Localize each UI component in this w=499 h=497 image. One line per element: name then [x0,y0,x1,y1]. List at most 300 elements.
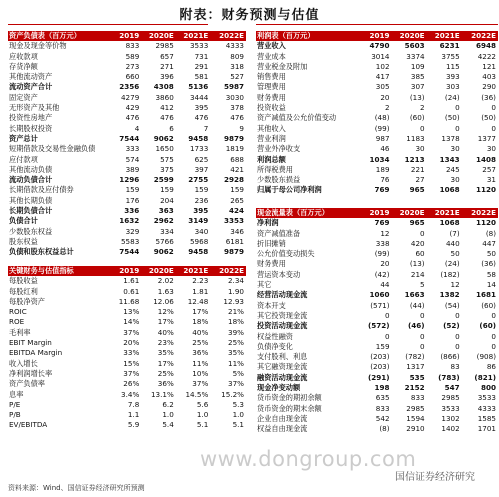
row-label: 营业收入 [257,41,286,51]
table-row [8,124,246,134]
year-header-cell: 2022E [210,266,246,276]
value-cell: 0 [455,331,460,341]
value-cell: (7) [449,228,460,238]
value-cell: 50 [450,249,460,259]
value-cell: (60) [409,113,425,123]
table-row [256,290,498,300]
table-row [256,72,498,82]
value-cell: 76 [380,175,390,185]
row-label: 资产减值及公允价值变动 [257,113,337,123]
value-cell: 303 [445,82,460,92]
table-row [8,410,246,420]
row-label: 每股红利 [9,286,38,296]
value-cell: (572) [367,321,390,331]
balance-sheet-top-rule [8,24,208,25]
value-cell: 109 [410,61,425,71]
row-label: 其它 [257,280,272,290]
row-label: 融资活动现金流 [257,372,308,382]
value-cell: 769 [374,185,390,195]
value-cell: 987 [375,133,390,143]
value-cell: 39% [228,327,244,337]
row-label: 净利润增长率 [9,368,53,378]
value-cell: 378 [230,103,244,113]
value-cell: 2599 [153,175,174,185]
balance-sheet-table [8,31,246,258]
row-label: 投资收益 [257,103,286,113]
value-cell: (908) [476,352,496,362]
value-cell: 30 [486,144,496,154]
value-cell: 25% [192,338,209,348]
row-label: 其他流动资产 [9,72,53,82]
row-label: 所得税费用 [257,164,293,174]
value-cell: 15% [123,358,140,368]
year-header-cell: 2020E [141,31,176,41]
row-label: EBITDA Margin [9,348,63,358]
value-cell: (291) [367,372,390,382]
value-cell: 35% [157,348,174,358]
value-cell: 1.90 [227,286,244,296]
table-row [256,229,498,239]
value-cell: 363 [158,206,174,216]
row-label: 货币资金的期末余额 [257,403,322,413]
value-cell: 9 [239,123,244,133]
value-cell: 5.6 [196,399,209,409]
value-cell: 36% [157,379,174,389]
cash-flow-panel [256,208,498,435]
row-label: 毛利率 [9,327,31,337]
row-label: 营业外净收支 [257,144,301,154]
table-row [256,362,498,372]
table-row [8,93,246,103]
value-cell: 27 [415,175,425,185]
table-row [8,328,246,338]
value-cell: 809 [230,51,244,61]
value-cell: 4333 [477,403,496,413]
value-cell: 1.0 [196,410,209,420]
value-cell: 40% [157,327,174,337]
value-cell: 420 [410,238,425,248]
value-cell: 2962 [153,216,174,226]
value-cell: 1632 [119,216,140,226]
value-cell: 625 [194,154,209,164]
value-cell: 3.4% [121,389,140,399]
value-cell: 375 [160,164,174,174]
year-header-cell: 2022E [462,208,498,218]
value-cell: 86 [486,362,496,372]
row-label: 其它融资现金流 [257,362,308,372]
value-cell: 159 [194,185,209,195]
value-cell: 15.2% [221,389,244,399]
value-cell: 769 [374,218,390,228]
value-cell: 60 [415,249,425,259]
value-cell: 3030 [225,92,244,102]
value-cell: 395 [193,206,209,216]
table-row [8,196,246,206]
value-cell: 0 [420,331,425,341]
value-cell: 635 [375,393,390,403]
value-cell: 2985 [155,41,174,51]
value-cell: 0 [455,123,460,133]
value-cell: 440 [445,238,460,248]
value-cell: 11% [228,358,244,368]
table-row [8,52,246,62]
value-cell: 1.0 [162,410,174,420]
value-cell: 1681 [475,290,496,300]
value-cell: 421 [230,164,244,174]
value-cell: 7.8 [127,399,140,409]
value-cell: 2.02 [157,276,174,286]
value-cell: 333 [125,144,140,154]
value-cell: 5968 [189,236,209,246]
value-cell: 0 [491,341,496,351]
value-cell: 1701 [477,424,496,434]
table-row [256,321,498,331]
value-cell: 7544 [119,247,140,257]
value-cell: 1034 [369,154,390,164]
value-cell: 12 [380,228,390,238]
value-cell: 0 [455,310,460,320]
value-cell: 0 [420,310,425,320]
value-cell: 1317 [406,362,425,372]
table-row [256,239,498,249]
value-cell: (821) [474,372,496,382]
value-cell: 535 [409,372,425,382]
value-cell: 3860 [155,92,174,102]
value-cell: 1402 [441,424,460,434]
value-cell: 1.61 [123,276,140,286]
value-cell: 3533 [477,393,496,403]
table-row [256,165,498,175]
value-cell: 1733 [189,144,209,154]
value-cell: 11.68 [118,296,140,306]
value-cell: 2910 [406,424,425,434]
value-cell: 1120 [475,218,496,228]
value-cell: 2.23 [192,276,209,286]
value-cell: 3149 [188,216,209,226]
row-label: 公允价值变动损失 [257,249,315,259]
value-cell: 334 [160,226,174,236]
value-cell: 1378 [441,133,460,143]
value-cell: 4333 [225,41,244,51]
value-cell: 833 [125,41,140,51]
row-label: P/E [9,399,21,409]
value-cell: 265 [230,195,244,205]
year-header-cell: 2019 [108,31,141,41]
table-row [8,216,246,226]
row-label: P/B [9,410,21,420]
value-cell: 115 [445,61,460,71]
value-cell: 204 [160,195,174,205]
value-cell: 2152 [404,383,425,393]
value-cell: 338 [375,238,390,248]
value-cell: 0 [455,103,460,113]
row-label: 企业自由现金流 [257,413,308,423]
value-cell: 9062 [153,247,174,257]
row-label: 支付股利、利息 [257,352,308,362]
value-cell: 403 [482,72,496,82]
value-cell: 2985 [441,393,460,403]
year-header-cell: 2019 [358,31,392,41]
table-row [8,103,246,113]
table-row [8,287,246,297]
table-row [256,155,498,165]
value-cell: 340 [194,226,209,236]
value-cell: 17% [157,317,174,327]
value-cell: 159 [375,341,390,351]
value-cell: 37% [123,368,140,378]
cash-flow-table [256,208,498,435]
table-row [256,249,498,259]
value-cell: 0 [420,341,425,351]
value-cell: 0 [384,331,390,341]
row-label: 财务费用 [257,92,286,102]
table-row [256,124,498,134]
table-row [256,280,498,290]
value-cell: 44 [380,280,390,290]
value-cell: (8) [485,228,496,238]
row-label: 净利润 [257,218,279,228]
value-cell: 2 [384,103,390,113]
value-cell: 2.34 [227,276,244,286]
value-cell: (36) [481,259,496,269]
value-cell: 17% [157,358,174,368]
row-label: 短期借款及交易性金融负债 [9,144,96,154]
value-cell: 271 [160,61,174,71]
value-cell: 12.93 [223,296,244,306]
value-cell: 2985 [406,403,425,413]
year-header-cell: 2022E [462,31,498,41]
value-cell: 589 [125,51,140,61]
value-cell: 447 [482,238,496,248]
value-cell: (203) [370,352,390,362]
row-label: 少数股东权益 [9,226,53,236]
table-row [8,206,246,216]
row-label: 负债净变化 [257,341,293,351]
row-label: 息率 [9,389,24,399]
value-cell: 30 [415,144,425,154]
table-row [8,72,246,82]
value-cell: 273 [125,61,140,71]
value-cell: (44) [409,300,425,310]
value-cell: 4279 [120,92,140,102]
table-row [256,82,498,92]
table-row [256,134,498,144]
row-label: 资产负债率 [9,379,45,389]
value-cell: (866) [440,352,460,362]
value-cell: 5.3 [232,399,244,409]
value-cell: 6.2 [162,399,174,409]
value-cell: (782) [405,352,425,362]
table-row [8,155,246,165]
value-cell: 6 [169,123,174,133]
row-label: 股东权益 [9,236,38,246]
row-label: 长期借款及应付债券 [9,185,74,195]
table-title-cell: 利润表（百万元） [256,31,358,41]
table-row [8,185,246,195]
table-row [8,237,246,247]
value-cell: (50) [481,113,496,123]
key-metrics-panel [8,266,246,431]
value-cell: 5603 [404,41,425,51]
value-cell: 329 [125,226,140,236]
value-cell: 236 [194,195,209,205]
value-cell: 31 [486,175,496,185]
year-header-cell: 2019 [108,266,141,276]
value-cell: 13.1% [150,389,174,399]
row-label: 投资性房地产 [9,113,53,123]
table-row [256,332,498,342]
value-cell: 412 [160,103,174,113]
value-cell: 10% [192,368,209,378]
income-statement-table [256,31,498,196]
table-header-row [256,208,498,218]
table-row [8,348,246,358]
value-cell: (36) [481,92,496,102]
row-label: 无形资产及其他 [9,103,60,113]
row-label: 流动资产合计 [9,82,53,92]
row-label: 货币资金的期初余额 [257,393,322,403]
row-label: 每股收益 [9,276,38,286]
value-cell: 2755 [188,175,209,185]
value-cell: 4222 [477,51,496,61]
value-cell: 3444 [189,92,209,102]
value-cell: 14% [123,317,140,327]
value-cell: (42) [374,269,390,279]
value-cell: 1296 [119,175,140,185]
value-cell: 5136 [188,82,209,92]
value-cell: (783) [438,372,460,382]
value-cell: 581 [194,72,209,82]
value-cell: 40% [192,327,209,337]
value-cell: 5.1 [232,420,244,430]
value-cell: 476 [230,113,244,123]
value-cell: 20% [123,338,140,348]
table-row [256,311,498,321]
value-cell: 1650 [155,144,174,154]
value-cell: 1585 [477,413,496,423]
row-label: 现金及现金等价物 [9,41,67,51]
value-cell: 0.61 [123,286,140,296]
row-label: 财务费用 [257,259,286,269]
row-label: ROIC [9,307,27,317]
value-cell: 37% [192,379,209,389]
value-cell: 800 [480,383,496,393]
table-row [8,134,246,144]
value-cell: 176 [125,195,140,205]
value-cell: (60) [481,300,496,310]
value-cell: 542 [375,413,390,423]
value-cell: 7 [203,123,209,133]
table-row [8,297,246,307]
value-cell: 305 [375,82,390,92]
year-header-cell: 2022E [210,31,246,41]
value-cell: 0 [384,310,390,320]
year-header-cell: 2020E [392,31,427,41]
value-cell: 396 [160,72,174,82]
table-row [256,342,498,352]
table-header-row [256,31,498,41]
value-cell: 5% [232,368,244,378]
table-row [8,247,246,257]
table-row [256,93,498,103]
value-cell: (46) [408,321,425,331]
value-cell: 476 [160,113,174,123]
year-header-cell: 2020E [392,208,427,218]
value-cell: 214 [410,269,425,279]
value-cell: 83 [450,362,460,372]
value-cell: 1819 [225,144,244,154]
value-cell: 397 [194,164,209,174]
table-row [8,82,246,92]
table-row [8,420,246,430]
value-cell: 3014 [371,51,390,61]
value-cell: 5987 [223,82,244,92]
row-label: 应付款项 [9,154,38,164]
value-cell: (54) [444,300,460,310]
table-row [8,359,246,369]
value-cell: 476 [125,113,140,123]
value-cell: 657 [160,51,174,61]
balance-sheet-panel [8,31,246,258]
table-row [8,317,246,327]
table-row [256,270,498,280]
value-cell: 46 [380,144,390,154]
row-label: 长期负债合计 [9,206,53,216]
value-cell: (13) [409,259,425,269]
value-cell: 9879 [223,133,244,143]
year-header-cell: 2020E [141,266,176,276]
value-cell: 12 [450,280,460,290]
value-cell: 2928 [223,175,244,185]
row-label: 存货净额 [9,61,38,71]
table-row [8,144,246,154]
row-label: 其它投资现金流 [257,310,308,320]
value-cell: 318 [230,61,244,71]
value-cell: (99) [374,249,390,259]
value-cell: 429 [125,103,140,113]
row-label: 资产总计 [9,133,38,143]
row-label: 营业利润 [257,133,286,143]
row-label: 归属于母公司净利润 [257,185,322,195]
table-row [256,301,498,311]
table-title-cell: 现金流量表（百万元） [256,208,358,218]
value-cell: 121 [482,61,496,71]
value-cell: 0 [420,123,425,133]
row-label: 销售费用 [257,72,286,82]
value-cell: 9062 [153,133,174,143]
row-label: 营业税金及附加 [257,61,308,71]
value-cell: 417 [375,72,390,82]
table-header-row [8,31,246,41]
value-cell: 221 [410,164,425,174]
row-label: 营运资本变动 [257,269,301,279]
value-cell: 18% [228,317,244,327]
row-label: 权益性融资 [257,331,293,341]
income-statement-panel [256,31,498,196]
value-cell: 198 [374,383,390,393]
value-cell: 1382 [439,290,460,300]
table-row [256,103,498,113]
value-cell: 833 [375,403,390,413]
table-row [8,276,246,286]
value-cell: 36% [192,348,209,358]
table-row [256,175,498,185]
value-cell: 245 [445,164,460,174]
value-cell: 965 [409,218,425,228]
value-cell: 1068 [439,218,460,228]
row-label: 少数股东损益 [257,175,301,185]
value-cell: 4790 [369,41,390,51]
